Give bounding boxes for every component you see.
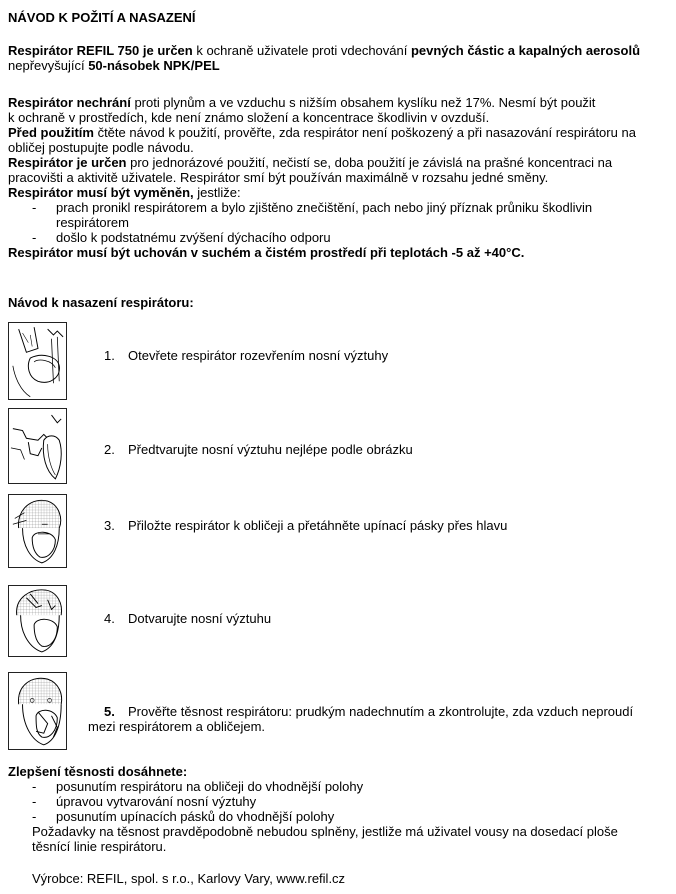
list-item: - úpravou vytvarování nosní výztuhy: [32, 794, 257, 809]
warning-2-text-2: obličej postupujte podle návodu.: [8, 140, 194, 155]
warning-3-text: pro jednorázové použití, nečistí se, doba použití je závislá na prašné koncentraci na: [126, 155, 613, 170]
respirator-on-face-icon: [9, 495, 66, 567]
step-4-text: 4. Dotvarujte nosní výztuhu: [104, 611, 272, 626]
warning-3-text-2: pracovišti a aktivitě uživatele. Respirátor smí být používán maximálně v rozsahu jedné směny.: [8, 170, 549, 185]
intro-bold-3: 50-násobek NPK/PEL: [88, 58, 220, 73]
warning-2-text: čtěte návod k použití, prověřte, zda respirátor není poškozený a při nasazování respirátoru na: [93, 125, 636, 140]
warnings-section: [8, 95, 668, 260]
storage-warning: Respirátor musí být uchován v suchém a čistém prostředí při teplotách -5 až +40°C.: [8, 245, 525, 260]
document: [8, 10, 668, 310]
replace-conditions-list: [8, 200, 668, 245]
step-2-illustration: [8, 408, 67, 484]
intro-bold-1: Respirátor REFIL 750 je určen: [8, 43, 193, 58]
warning-1-bold: Respirátor nechrání: [8, 95, 131, 110]
improve-heading: Zlepšení těsnosti dosáhnete:: [8, 764, 188, 779]
beard-note-2: těsnící linie respirátoru.: [32, 839, 167, 854]
respirator-open-icon: [9, 323, 66, 399]
seal-check-icon: [9, 673, 66, 749]
step-4-illustration: [8, 585, 67, 657]
nose-clip-adjust-icon: [9, 586, 66, 656]
list-item: - posunutím upínacích pásků do vhodnější polohy: [32, 809, 335, 824]
step-1-text: 1. Otevřete respirátor rozevřením nosní výztuhy: [104, 348, 389, 363]
intro-text-2: nepřevyšující: [8, 58, 89, 73]
intro-text-1: k ochraně uživatele proti vdechování: [192, 43, 411, 58]
warning-4-bold: Respirátor musí být vyměněn,: [8, 185, 194, 200]
warning-3-bold: Respirátor je určen: [8, 155, 127, 170]
warning-1-text: proti plynům a ve vzduchu s nižším obsahem kyslíku než 17%. Nesmí být použit: [130, 95, 596, 110]
step-3-illustration: [8, 494, 67, 568]
list-item: - došlo k podstatnému zvýšení dýchacího odporu: [32, 230, 331, 245]
warning-4-text: jestliže:: [193, 185, 241, 200]
nose-clip-shaping-icon: [9, 409, 66, 483]
intro-bold-2: pevných částic a kapalných aerosolů: [410, 43, 641, 58]
intro-paragraph: [8, 43, 668, 73]
step-3-text: 3. Přiložte respirátor k obličeji a přetáhněte upínací pásky přes hlavu: [104, 518, 508, 533]
step-1-illustration: [8, 322, 67, 400]
seal-improvement-section: [8, 764, 668, 854]
step-5-text: 5. Prověřte těsnost respirátoru: prudkým nadechnutím a zkontrolujte, zda vzduch neproudí mezi respirátorem a obličejem.: [88, 704, 634, 734]
warning-2-bold: Před použitím: [8, 125, 94, 140]
list-item: - prach pronikl respirátorem a bylo zjištěno znečištění, pach nebo jiný příznak průniku škodlivin: [32, 200, 593, 215]
manufacturer-footer: Výrobce: REFIL, spol. s r.o., Karlovy Vary, www.refil.cz: [32, 871, 346, 886]
document-title: NÁVOD K POŽITÍ A NASAZENÍ: [8, 10, 196, 25]
list-item-continuation: respirátorem: [56, 215, 129, 230]
warning-1-text-2: k ochraně v prostředích, kde není známo složení a koncentrace škodlivin v ovzduší.: [8, 110, 490, 125]
step-5-illustration: [8, 672, 67, 750]
step-2-text: 2. Předtvarujte nosní výztuhu nejlépe podle obrázku: [104, 442, 413, 457]
beard-note: Požadavky na těsnost pravděpodobně nebudou splněny, jestliže má uživatel vousy na dosedací ploše: [32, 824, 618, 839]
list-item: - posunutím respirátoru na obličeji do vhodnější polohy: [32, 779, 364, 794]
fitting-heading: Návod k nasazení respirátoru:: [8, 295, 194, 310]
improve-list: [8, 779, 668, 824]
